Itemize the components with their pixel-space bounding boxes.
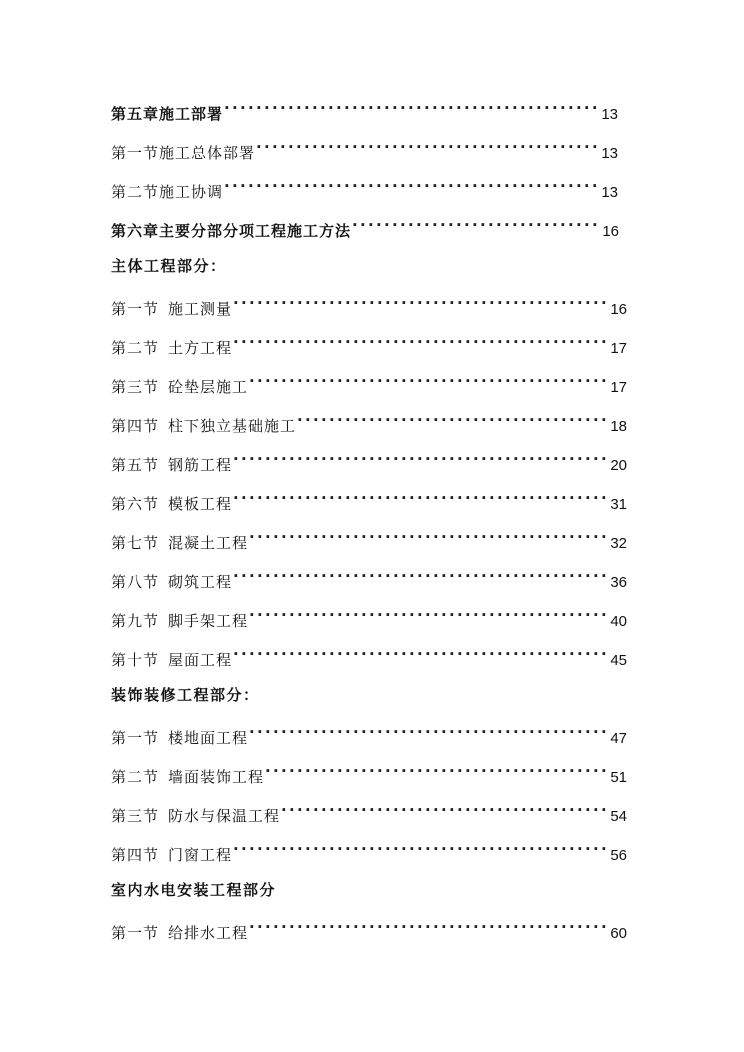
toc-section-number: 第二节 (111, 339, 160, 357)
toc-entry-label: 墙面装饰工程 (168, 768, 265, 786)
toc-dot-leader (249, 526, 608, 548)
section-heading-main-structure: 主体工程部分： (111, 257, 227, 275)
toc-entry-mep-1[interactable] (111, 916, 627, 942)
toc-entry-main-5[interactable] (111, 448, 627, 474)
toc-page-number: 17 (610, 340, 627, 357)
toc-page-number: 18 (610, 418, 627, 435)
toc-page-number: 45 (610, 652, 627, 669)
toc-entry-label: 混凝土工程 (168, 534, 249, 552)
toc-page-number: 60 (610, 925, 627, 942)
toc-page-number: 56 (610, 847, 627, 864)
toc-dot-leader (352, 214, 600, 236)
toc-dot-leader (233, 292, 608, 314)
toc-section-number: 第八节 (111, 573, 160, 591)
toc-dot-leader (265, 760, 608, 782)
toc-entry-label: 防水与保温工程 (168, 807, 281, 825)
toc-entry-label: 砼垫层施工 (168, 378, 249, 396)
toc-entry-main-10[interactable] (111, 643, 627, 669)
toc-section-number: 第三节 (111, 378, 160, 396)
toc-entry-label: 施工测量 (168, 300, 233, 318)
toc-entry-main-1[interactable] (111, 292, 627, 318)
toc-page-number: 13 (601, 145, 618, 162)
toc-page-number: 47 (610, 730, 627, 747)
toc-page-number: 36 (610, 574, 627, 591)
toc-entry-label: 门窗工程 (168, 846, 233, 864)
toc-entry-label: 脚手架工程 (168, 612, 249, 630)
toc-entry-label: 第二节施工协调 (111, 183, 224, 201)
toc-section-number: 第九节 (111, 612, 160, 630)
toc-entry-label: 给排水工程 (168, 924, 249, 942)
toc-section-number: 第三节 (111, 807, 160, 825)
toc-entry-label: 屋面工程 (168, 651, 233, 669)
toc-page-number: 13 (601, 106, 618, 123)
toc-section-number: 第一节 (111, 729, 160, 747)
toc-entry-chapter-5-section-2[interactable] (111, 175, 618, 201)
section-heading-decoration: 装饰装修工程部分： (111, 686, 260, 704)
toc-dot-leader (249, 604, 608, 626)
toc-page-number: 32 (610, 535, 627, 552)
toc-entry-main-2[interactable] (111, 331, 627, 357)
toc-section-number: 第二节 (111, 768, 160, 786)
toc-entry-main-6[interactable] (111, 487, 627, 513)
section-heading-mep: 室内水电安装工程部分 (111, 881, 277, 899)
toc-page-number: 13 (601, 184, 618, 201)
toc-page-number: 17 (610, 379, 627, 396)
toc-entry-label: 模板工程 (168, 495, 233, 513)
toc-entry-deco-2[interactable] (111, 760, 627, 786)
toc-entry-main-3[interactable] (111, 370, 627, 396)
toc-entry-main-9[interactable] (111, 604, 627, 630)
toc-entry-label: 钢筋工程 (168, 456, 233, 474)
toc-entry-deco-4[interactable] (111, 838, 627, 864)
toc-section-number: 第四节 (111, 417, 160, 435)
toc-entry-main-7[interactable] (111, 526, 627, 552)
toc-dot-leader (224, 97, 599, 119)
toc-dot-leader (256, 136, 599, 158)
toc-section-number: 第五节 (111, 456, 160, 474)
toc-entry-chapter-5[interactable] (111, 97, 618, 123)
toc-page-number: 16 (610, 301, 627, 318)
toc-dot-leader (233, 565, 608, 587)
toc-entry-main-4[interactable] (111, 409, 627, 435)
toc-page-number: 20 (610, 457, 627, 474)
toc-dot-leader (233, 331, 608, 353)
toc-section-number: 第一节 (111, 300, 160, 318)
toc-entry-label: 柱下独立基础施工 (168, 417, 297, 435)
toc-entry-label: 楼地面工程 (168, 729, 249, 747)
toc-dot-leader (233, 643, 608, 665)
toc-entry-label: 砌筑工程 (168, 573, 233, 591)
toc-section-number: 第六节 (111, 495, 160, 513)
toc-page-number: 54 (610, 808, 627, 825)
toc-dot-leader (249, 721, 608, 743)
toc-page-number: 51 (610, 769, 627, 786)
toc-entry-label: 第五章施工部署 (111, 105, 224, 123)
toc-dot-leader (249, 370, 608, 392)
toc-dot-leader (281, 799, 608, 821)
toc-entry-deco-3[interactable] (111, 799, 627, 825)
toc-dot-leader (233, 838, 608, 860)
toc-section-number: 第十节 (111, 651, 160, 669)
toc-section-number: 第四节 (111, 846, 160, 864)
toc-dot-leader (224, 175, 599, 197)
toc-page-number: 40 (610, 613, 627, 630)
toc-entry-main-8[interactable] (111, 565, 627, 591)
toc-entry-deco-1[interactable] (111, 721, 627, 747)
toc-entry-label: 第六章主要分部分项工程施工方法 (111, 222, 352, 240)
toc-entry-chapter-5-section-1[interactable] (111, 136, 618, 162)
toc-dot-leader (249, 916, 608, 938)
toc-entry-label: 土方工程 (168, 339, 233, 357)
toc-dot-leader (233, 448, 608, 470)
toc-section-number: 第一节 (111, 924, 160, 942)
toc-page-number: 31 (610, 496, 627, 513)
toc-section-number: 第七节 (111, 534, 160, 552)
toc-dot-leader (233, 487, 608, 509)
toc-entry-label: 第一节施工总体部署 (111, 144, 256, 162)
toc-entry-chapter-6[interactable] (111, 214, 619, 240)
toc-page-number: 16 (602, 223, 619, 240)
toc-dot-leader (297, 409, 608, 431)
